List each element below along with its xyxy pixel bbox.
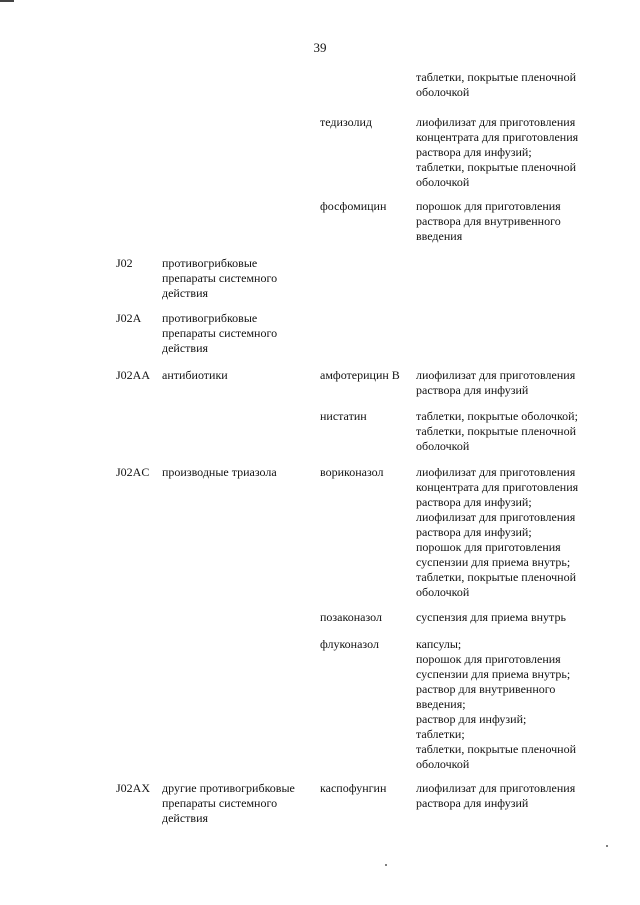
dosage-form-line: лиофилизат для приготовления [416, 510, 576, 524]
atc-code: J02AX [116, 781, 151, 795]
dosage-form-line: таблетки, покрытые пленочной [416, 742, 577, 756]
dosage-form-line: раствора для инфузий [416, 383, 529, 397]
dosage-form-line: оболочкой [416, 439, 470, 453]
drug-name: позаконазол [320, 610, 382, 624]
dosage-form-line: раствор для инфузий; [416, 712, 527, 726]
dosage-forms [416, 409, 601, 454]
atc-group-name: антибиотики [162, 368, 228, 382]
dosage-forms [416, 199, 601, 244]
dosage-forms [416, 637, 601, 772]
dosage-forms [416, 115, 601, 190]
dosage-form-line: таблетки, покрытые пленочной [416, 70, 577, 84]
atc-group-name: производные триазола [162, 465, 277, 479]
dosage-forms [416, 610, 601, 625]
dosage-form-line: таблетки; [416, 727, 465, 741]
atc-code: J02A [116, 311, 142, 325]
dosage-form-line: лиофилизат для приготовления [416, 465, 576, 479]
drug-name: каспофунгин [320, 781, 387, 795]
dosage-form-line: порошок для приготовления [416, 540, 561, 554]
dosage-forms [416, 465, 601, 600]
dosage-forms [416, 781, 601, 811]
atc-group-name: противогрибковые препараты системного действия [162, 311, 278, 355]
dosage-form-line: порошок для приготовления [416, 652, 561, 666]
dosage-form-line: капсулы; [416, 637, 462, 651]
drug-name: тедизолид [320, 115, 372, 129]
dosage-form-line: раствор для внутривенного [416, 682, 556, 696]
atc-code: J02AA [116, 368, 151, 382]
dosage-form-line: раствора для инфузий; [416, 525, 532, 539]
drug-name: флуконазол [320, 637, 379, 651]
drug-name: нистатин [320, 409, 367, 423]
dosage-form-line: суспензии для приема внутрь; [416, 555, 571, 569]
atc-code: J02 [116, 256, 133, 270]
atc-code: J02AC [116, 465, 150, 479]
dosage-form-line: суспензия для приема внутрь [416, 610, 566, 624]
dosage-form-line: введения; [416, 697, 466, 711]
dosage-form-line: оболочкой [416, 85, 470, 99]
dosage-form-line: оболочкой [416, 585, 470, 599]
drug-name: фосфомицин [320, 199, 387, 213]
dosage-form-line: оболочкой [416, 175, 470, 189]
page-number: 39 [313, 40, 327, 55]
dosage-form-line: введения [416, 229, 463, 243]
scan-speck [385, 864, 387, 866]
corner-scan-mark [0, 0, 14, 2]
dosage-form-line: таблетки, покрытые пленочной [416, 424, 577, 438]
dosage-form-line: таблетки, покрытые пленочной [416, 160, 577, 174]
atc-group-name: другие противогрибковые препараты системного действия [162, 781, 295, 825]
dosage-form-line: лиофилизат для приготовления [416, 368, 576, 382]
drug-name: амфотерицин В [320, 368, 400, 382]
dosage-form-line: лиофилизат для приготовления [416, 115, 576, 129]
atc-group-name: противогрибковые препараты системного действия [162, 256, 278, 300]
dosage-form-line: концентрата для приготовления [416, 130, 579, 144]
dosage-form-line: порошок для приготовления [416, 199, 561, 213]
scan-speck [606, 845, 608, 847]
dosage-form-line: оболочкой [416, 757, 470, 771]
dosage-form-line: лиофилизат для приготовления [416, 781, 576, 795]
dosage-form-line: суспензии для приема внутрь; [416, 667, 571, 681]
dosage-form-line: раствора для инфузий; [416, 495, 532, 509]
drug-name: вориконазол [320, 465, 384, 479]
dosage-form-line: таблетки, покрытые оболочкой; [416, 409, 578, 423]
dosage-form-line: раствора для внутривенного [416, 214, 561, 228]
dosage-forms [416, 70, 601, 100]
dosage-form-line: таблетки, покрытые пленочной [416, 570, 577, 584]
dosage-forms [416, 368, 601, 398]
dosage-form-line: концентрата для приготовления [416, 480, 579, 494]
dosage-form-line: раствора для инфузий; [416, 145, 532, 159]
dosage-form-line: раствора для инфузий [416, 796, 529, 810]
